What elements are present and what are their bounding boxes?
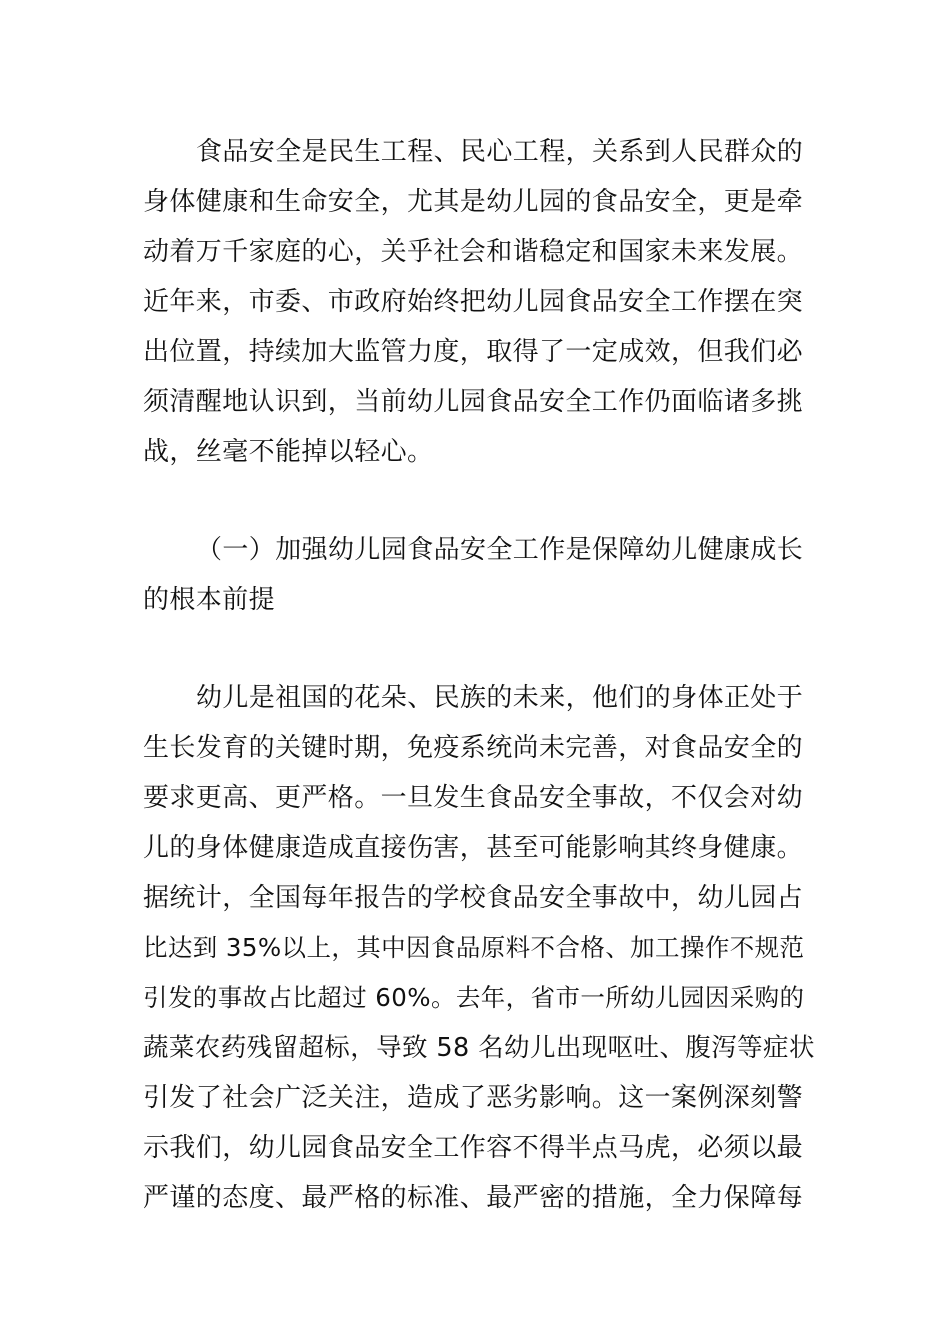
text-line: 幼儿是祖国的花朵、民族的未来，他们的身体正处于: [196, 683, 804, 713]
text-line: 引发了社会广泛关注，造成了恶劣影响。这一案例深刻警: [143, 1083, 804, 1113]
text-line: 儿的身体健康造成直接伤害，甚至可能影响其终身健康。: [143, 833, 804, 863]
heading-line: （一）加强幼儿园食品安全工作是保障幼儿健康成长: [196, 535, 804, 565]
text-line: 要求更高、更严格。一旦发生食品安全事故，不仅会对幼: [143, 783, 804, 813]
text-line: 身体健康和生命安全，尤其是幼儿园的食品安全，更是牵: [143, 187, 804, 217]
text-line: 蔬菜农药残留超标，导致 58 名幼儿出现呕吐、腹泻等症状: [143, 1033, 815, 1063]
text-line: 严谨的态度、最严格的标准、最严密的措施，全力保障每: [143, 1183, 804, 1213]
text-line: 示我们，幼儿园食品安全工作容不得半点马虎，必须以最: [143, 1133, 804, 1163]
text-line: 食品安全是民生工程、民心工程，关系到人民群众的: [196, 137, 804, 167]
text-line: 须清醒地认识到，当前幼儿园食品安全工作仍面临诸多挑: [143, 387, 804, 417]
text-line: 战，丝毫不能掉以轻心。: [143, 437, 434, 467]
text-line: 引发的事故占比超过 60%。去年，省市一所幼儿园因采购的: [143, 983, 805, 1012]
text-line: 出位置，持续加大监管力度，取得了一定成效，但我们必: [143, 337, 804, 367]
text-line: 比达到 35%以上，其中因食品原料不合格、加工操作不规范: [143, 933, 805, 962]
text-line: 生长发育的关键时期，免疫系统尚未完善，对食品安全的: [143, 733, 804, 763]
text-line: 据统计，全国每年报告的学校食品安全事故中，幼儿园占: [143, 883, 804, 913]
text-line: 动着万千家庭的心，关乎社会和谐稳定和国家未来发展。: [143, 237, 804, 267]
heading-line: 的根本前提: [143, 585, 276, 615]
text-line: 近年来，市委、市政府始终把幼儿园食品安全工作摆在突: [143, 287, 804, 317]
